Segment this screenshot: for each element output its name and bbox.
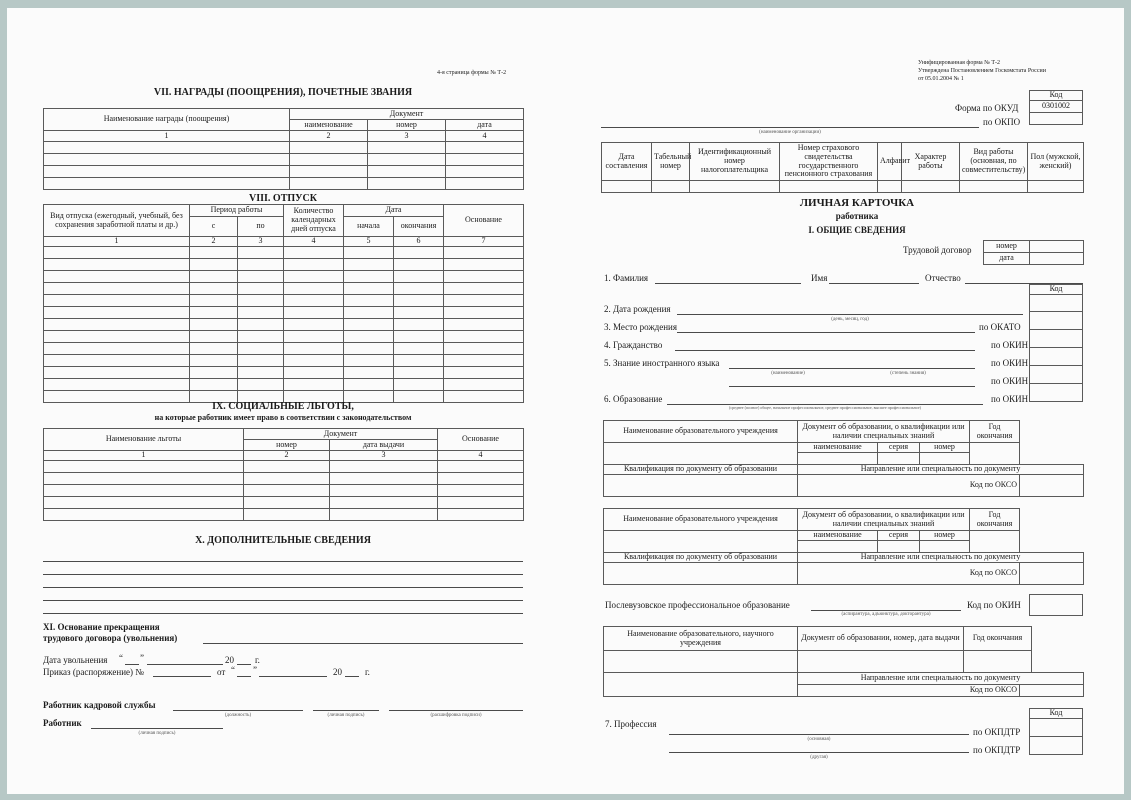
okin-postgrad-field[interactable] bbox=[1029, 594, 1083, 616]
col-number: 7 bbox=[444, 237, 524, 247]
okin-language-2-field[interactable] bbox=[1030, 366, 1083, 384]
benefits-col-issued: дата выдачи bbox=[330, 440, 438, 451]
col-number: 3 bbox=[238, 237, 284, 247]
col-date: Дата составления bbox=[602, 143, 652, 181]
doc-name-label: наименование bbox=[798, 531, 878, 541]
okpdtr-other-field[interactable] bbox=[1030, 737, 1083, 755]
vacation-table bbox=[43, 204, 524, 403]
profession-other-field[interactable] bbox=[669, 752, 969, 753]
okpo-label: по ОКПО bbox=[983, 117, 1021, 127]
open-quote: “ bbox=[231, 665, 235, 675]
vacation-col-end: окончания bbox=[394, 217, 444, 237]
edu-doc-header: Документ об образовании, о квалификации или наличии специальных знаний bbox=[798, 509, 970, 531]
edu-inst-header: Наименование образовательного учреждения bbox=[604, 509, 798, 531]
table-row[interactable] bbox=[44, 509, 524, 521]
table-row[interactable] bbox=[604, 651, 1032, 673]
year-end-header: Год окончания bbox=[964, 627, 1032, 651]
col-gender: Пол (мужской, женский) bbox=[1028, 143, 1084, 181]
year-prefix: 20 bbox=[225, 655, 234, 665]
language-2-field[interactable] bbox=[729, 386, 975, 387]
doc-number-label: номер bbox=[920, 443, 970, 453]
table-row[interactable] bbox=[44, 379, 524, 391]
education-table-1 bbox=[603, 420, 1084, 497]
contract-date-field[interactable] bbox=[1030, 253, 1084, 265]
open-quote: “ bbox=[119, 653, 123, 663]
benefits-table bbox=[43, 428, 524, 521]
doc-number-field[interactable] bbox=[920, 541, 970, 553]
edu-caption: (среднее (полное) общее, начальное профессиональное, среднее профессиональное, высшее профессиональное) bbox=[729, 405, 921, 410]
organization-name-field[interactable] bbox=[601, 127, 979, 128]
vacation-col-days: Количество календарных дней отпуска bbox=[284, 205, 344, 237]
page-1-sheet bbox=[563, 8, 1124, 794]
birth-date-label: 2. Дата рождения bbox=[604, 304, 671, 314]
table-row[interactable] bbox=[602, 181, 1084, 193]
edu-inst-field[interactable] bbox=[604, 531, 798, 553]
contract-num-field[interactable] bbox=[1030, 241, 1084, 253]
additional-line[interactable] bbox=[43, 561, 523, 562]
education-table-2 bbox=[603, 508, 1084, 585]
month-field[interactable] bbox=[147, 664, 223, 665]
contract-table bbox=[983, 240, 1084, 265]
qualification-field[interactable] bbox=[604, 475, 798, 497]
doc-series-field[interactable] bbox=[878, 541, 920, 553]
additional-line[interactable] bbox=[43, 613, 523, 614]
vacation-col-from: с bbox=[190, 217, 238, 237]
col-number: 1 bbox=[44, 237, 190, 247]
awards-col-doc: Документ bbox=[290, 109, 524, 120]
hr-signature-field[interactable] bbox=[313, 710, 379, 711]
day-field[interactable] bbox=[125, 664, 139, 665]
form-info-3: от 05.01.2004 № 1 bbox=[918, 76, 964, 82]
code-header: Код bbox=[1030, 91, 1083, 101]
day-field[interactable] bbox=[237, 676, 251, 677]
year-suffix: г. bbox=[365, 667, 370, 677]
okso-field[interactable] bbox=[1020, 685, 1084, 697]
table-row[interactable] bbox=[44, 331, 524, 343]
lang-caption-2: (степень знания) bbox=[890, 371, 926, 376]
col-work-type: Характер работы bbox=[902, 143, 960, 181]
doc-number-field[interactable] bbox=[920, 453, 970, 465]
form-info-1: Унифицированная форма № Т-2 bbox=[918, 60, 1001, 66]
order-from: от bbox=[217, 667, 226, 677]
doc-series-label: серия bbox=[878, 443, 920, 453]
table-row[interactable] bbox=[44, 497, 524, 509]
table-row[interactable] bbox=[44, 142, 524, 154]
code-cell[interactable] bbox=[1030, 295, 1083, 312]
section-general-title: I. ОБЩИЕ СВЕДЕНИЯ bbox=[808, 225, 906, 235]
okud-label: Форма по ОКУД bbox=[955, 103, 1019, 113]
okso-label: Код по ОКСО bbox=[798, 475, 1020, 497]
benefits-title: IX. СОЦИАЛЬНЫЕ ЛЬГОТЫ, bbox=[212, 401, 354, 412]
codes-header: Код bbox=[1030, 285, 1083, 295]
awards-table bbox=[43, 108, 524, 190]
vacation-col-date: Дата bbox=[344, 205, 444, 217]
okpdtr-main-field[interactable] bbox=[1030, 719, 1083, 737]
order-label: Приказ (распоряжение) № bbox=[43, 667, 144, 677]
table-row[interactable] bbox=[44, 295, 524, 307]
prof-main-caption: (основная) bbox=[807, 737, 831, 742]
vacation-col-period: Период работы bbox=[190, 205, 284, 217]
okin-education-label: по ОКИН bbox=[991, 394, 1029, 404]
decryption-caption: (расшифровка подписи) bbox=[430, 713, 482, 718]
okato-code-field[interactable] bbox=[1030, 312, 1083, 330]
table-row[interactable] bbox=[44, 343, 524, 355]
additional-line[interactable] bbox=[43, 587, 523, 588]
awards-col-name: Наименование награды (поощрения) bbox=[44, 109, 290, 131]
education-label: 6. Образование bbox=[604, 394, 663, 404]
page-4-sheet bbox=[7, 8, 563, 794]
employee-signature-caption: (личная подпись) bbox=[138, 731, 176, 736]
termination-basis-line[interactable] bbox=[203, 643, 523, 644]
col-number: 4 bbox=[284, 237, 344, 247]
close-quote: ” bbox=[140, 653, 144, 663]
edu-inst-header: Наименование образовательного учреждения bbox=[604, 421, 798, 443]
col-number: 4 bbox=[446, 131, 524, 142]
okud-code: 0301002 bbox=[1030, 101, 1083, 113]
termination-title-1: XI. Основание прекращения bbox=[43, 622, 160, 632]
awards-title: VII. НАГРАДЫ (ПООЩРЕНИЯ), ПОЧЕТНЫЕ ЗВАНИЯ bbox=[153, 87, 413, 98]
direction-header: Направление или специальность по документу bbox=[798, 465, 1084, 475]
col-number: 1 bbox=[44, 451, 244, 461]
page-marker: 4-я страница формы № Т-2 bbox=[437, 70, 507, 76]
close-quote: ” bbox=[253, 665, 257, 675]
citizenship-field[interactable] bbox=[675, 350, 975, 351]
okpdtr-main-label: по ОКПДТР bbox=[973, 727, 1021, 737]
postgrad-caption: (аспирантура, адъюнктура, докторантура) bbox=[841, 612, 931, 617]
okin-code-label: Код по ОКИН bbox=[967, 600, 1021, 610]
table-row[interactable] bbox=[44, 461, 524, 473]
employee-label: Работник bbox=[43, 718, 82, 728]
year-field[interactable] bbox=[345, 676, 359, 677]
edu-inst-field[interactable] bbox=[604, 443, 798, 465]
okpo-code-field[interactable] bbox=[1030, 113, 1083, 125]
okso-field[interactable] bbox=[1020, 475, 1084, 497]
dismissal-date-label: Дата увольнения bbox=[43, 655, 108, 665]
vacation-col-basis: Основание bbox=[444, 205, 524, 237]
table-row[interactable] bbox=[44, 473, 524, 485]
okin-citizenship-label: по ОКИН bbox=[991, 340, 1029, 350]
lang-caption-1: (наименование) bbox=[771, 371, 805, 376]
col-number: 2 bbox=[290, 131, 368, 142]
direction-header: Направление или специальность по документу bbox=[798, 553, 1084, 563]
qualification-header: Квалификация по документу об образовании bbox=[604, 553, 798, 563]
okin-education-field[interactable] bbox=[1030, 384, 1083, 402]
surname-label: 1. Фамилия bbox=[604, 273, 649, 283]
doc-name-field[interactable] bbox=[798, 541, 878, 553]
contract-date-label: дата bbox=[984, 253, 1030, 265]
okso-label: Код по ОКСО bbox=[798, 563, 1020, 585]
prof-other-caption: (другая) bbox=[810, 755, 828, 760]
doc-name-field[interactable] bbox=[798, 453, 878, 465]
name-label: Имя bbox=[811, 273, 828, 283]
benefits-col-basis: Основание bbox=[438, 429, 524, 451]
table-row[interactable] bbox=[44, 154, 524, 166]
col-work-kind: Вид работы (основная, по совместительству) bbox=[960, 143, 1028, 181]
year-end-field[interactable] bbox=[970, 531, 1020, 553]
card-title: ЛИЧНАЯ КАРТОЧКА bbox=[799, 197, 915, 209]
table-row[interactable] bbox=[44, 319, 524, 331]
profession-code-header: Код bbox=[1030, 709, 1083, 719]
qualification-header: Квалификация по документу об образовании bbox=[604, 465, 798, 475]
col-tab-number: Табельный номер bbox=[652, 143, 690, 181]
col-number: 2 bbox=[244, 451, 330, 461]
postgrad-label: Послевузовское профессиональное образование bbox=[605, 600, 790, 610]
table-row[interactable] bbox=[44, 355, 524, 367]
sci-qualification-field[interactable] bbox=[604, 673, 798, 697]
education-table-3 bbox=[603, 626, 1032, 673]
code-table bbox=[1029, 90, 1083, 125]
col-number: 4 bbox=[438, 451, 524, 461]
col-snils: Номер страхового свидетельства государственного пенсионного страхования bbox=[780, 143, 878, 181]
benefits-col-num: номер bbox=[244, 440, 330, 451]
col-number: 3 bbox=[330, 451, 438, 461]
table-row[interactable] bbox=[44, 271, 524, 283]
contract-label: Трудовой договор bbox=[903, 245, 972, 255]
okso-field[interactable] bbox=[1020, 563, 1084, 585]
table-row[interactable] bbox=[44, 259, 524, 271]
table-row[interactable] bbox=[44, 485, 524, 497]
doc-series-field[interactable] bbox=[878, 453, 920, 465]
vacation-col-start: начала bbox=[344, 217, 394, 237]
benefits-subtitle: на которые работник имеет право в соответствии с законодательством bbox=[154, 413, 412, 422]
patronymic-label: Отчество bbox=[925, 273, 961, 283]
doc-series-label: серия bbox=[878, 531, 920, 541]
col-number: 5 bbox=[344, 237, 394, 247]
year-suffix: г. bbox=[255, 655, 260, 665]
awards-col-doc-date: дата bbox=[446, 120, 524, 131]
signature-caption: (личная подпись) bbox=[327, 713, 365, 718]
awards-col-doc-num: номер bbox=[368, 120, 446, 131]
card-subtitle: работника bbox=[835, 211, 879, 221]
vacation-col-to: по bbox=[238, 217, 284, 237]
birth-place-field[interactable] bbox=[677, 332, 975, 333]
profession-main-field[interactable] bbox=[669, 734, 969, 735]
doc-name-label: наименование bbox=[798, 443, 878, 453]
position-caption: (должность) bbox=[224, 713, 252, 718]
additional-line[interactable] bbox=[43, 574, 523, 575]
education-table-3-bottom bbox=[603, 672, 1084, 697]
profession-label: 7. Профессия bbox=[605, 719, 657, 729]
table-row[interactable] bbox=[44, 247, 524, 259]
year-end-header: Год окончания bbox=[970, 509, 1020, 531]
okso-label: Код по ОКСО bbox=[798, 685, 1020, 697]
surname-field[interactable] bbox=[655, 283, 801, 284]
okin-language-field[interactable] bbox=[1030, 348, 1083, 366]
vacation-title: VIII. ОТПУСК bbox=[249, 193, 317, 204]
language-label: 5. Знание иностранного языка bbox=[604, 358, 720, 368]
language-field[interactable] bbox=[729, 368, 975, 369]
okin-citizenship-field[interactable] bbox=[1030, 330, 1083, 348]
direction-header: Направление или специальность по документу bbox=[798, 673, 1084, 685]
year-prefix: 20 bbox=[333, 667, 342, 677]
sci-inst-header: Наименование образовательного, научного учреждения bbox=[604, 627, 798, 651]
okato-label: по ОКАТО bbox=[979, 322, 1021, 332]
year-end-header: Год окончания bbox=[970, 421, 1020, 443]
col-alphabet: Алфавит bbox=[878, 143, 902, 181]
awards-col-doc-name: наименование bbox=[290, 120, 368, 131]
table-row[interactable] bbox=[44, 367, 524, 379]
employee-signature-field[interactable] bbox=[91, 728, 223, 729]
col-number: 6 bbox=[394, 237, 444, 247]
name-field[interactable] bbox=[829, 283, 919, 284]
year-end-field[interactable] bbox=[970, 443, 1020, 465]
vacation-col-type: Вид отпуска (ежегодный, учебный, без сохранения заработной платы и др.) bbox=[44, 205, 190, 237]
hr-position-field[interactable] bbox=[173, 710, 303, 711]
table-row[interactable] bbox=[44, 178, 524, 190]
okin-language-label: по ОКИН bbox=[991, 358, 1029, 368]
header-table bbox=[601, 142, 1084, 193]
edu-doc-header: Документ об образовании, о квалификации или наличии специальных знаний bbox=[798, 421, 970, 443]
citizenship-label: 4. Гражданство bbox=[604, 340, 663, 350]
hr-decryption-field[interactable] bbox=[389, 710, 523, 711]
birth-place-label: 3. Место рождения bbox=[604, 322, 678, 332]
benefits-col-name: Наименование льготы bbox=[44, 429, 244, 451]
hr-worker-label: Работник кадровой службы bbox=[43, 700, 156, 710]
postgrad-field[interactable] bbox=[811, 610, 961, 611]
okin-language-2-label: по ОКИН bbox=[991, 376, 1029, 386]
profession-codes bbox=[1029, 708, 1083, 755]
col-number: 3 bbox=[368, 131, 446, 142]
benefits-col-doc: Документ bbox=[244, 429, 438, 440]
col-number: 2 bbox=[190, 237, 238, 247]
doc-number-label: номер bbox=[920, 531, 970, 541]
table-row[interactable] bbox=[44, 307, 524, 319]
col-inn: Идентификационный номер налогоплательщика bbox=[690, 143, 780, 181]
order-number-field[interactable] bbox=[153, 676, 211, 677]
form-info-2: Утверждена Постановлением Госкомстата России bbox=[918, 68, 1046, 74]
additional-title: X. ДОПОЛНИТЕЛЬНЫЕ СВЕДЕНИЯ bbox=[195, 535, 371, 546]
org-caption: (наименование организации) bbox=[759, 130, 821, 135]
qualification-field[interactable] bbox=[604, 563, 798, 585]
month-field[interactable] bbox=[259, 676, 327, 677]
contract-num-label: номер bbox=[984, 241, 1030, 253]
sci-doc-header: Документ об образовании, номер, дата выдачи bbox=[798, 627, 964, 651]
table-row[interactable] bbox=[44, 283, 524, 295]
birth-caption: (день, месяц, год) bbox=[831, 317, 869, 322]
okpdtr-other-label: по ОКПДТР bbox=[973, 745, 1021, 755]
col-number: 1 bbox=[44, 131, 290, 142]
table-row[interactable] bbox=[44, 166, 524, 178]
termination-title-2: трудового договора (увольнения) bbox=[43, 633, 178, 643]
additional-line[interactable] bbox=[43, 600, 523, 601]
codes-column bbox=[1029, 284, 1083, 402]
birth-date-field[interactable] bbox=[677, 314, 1023, 315]
year-field[interactable] bbox=[237, 664, 251, 665]
